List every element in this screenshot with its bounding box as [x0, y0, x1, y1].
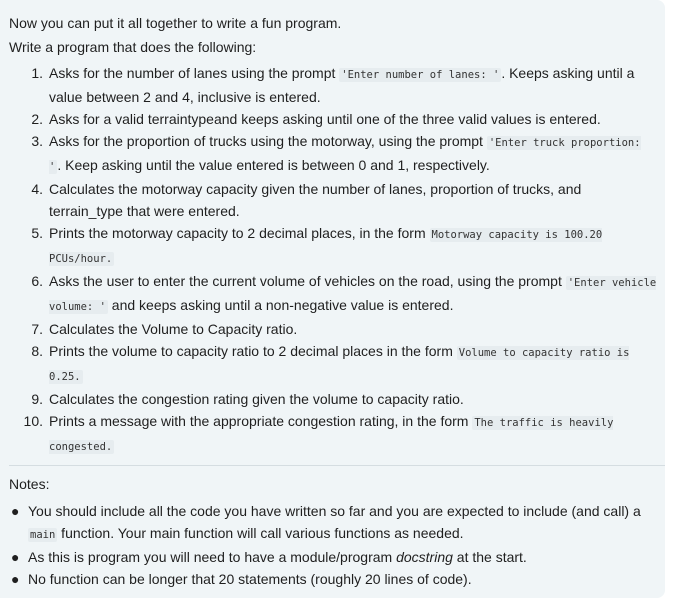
- step-item: 1. Asks for the number of lanes using the prompt 'Enter number of lanes: ' . Keeps asking until a value between 2 and 4, inclusive is entered.: [31, 65, 635, 105]
- bullet-icon: ●: [11, 571, 20, 587]
- step-item: 4. Calculates the motorway capacity given the number of lanes, proportion of trucks, and terrain_type that were entered.: [31, 181, 582, 219]
- note-item: ● You should include all the code you have written so far and you are expected to include (and call) a main function. Your main function will call various functions as needed.: [9, 500, 649, 546]
- step-item: 2. Asks for a valid terraintypeand keeps asking until one of the three valid values is entered.: [31, 111, 601, 127]
- note-item: ● As this is program you will need to have a module/program docstring at the start.: [9, 546, 649, 568]
- section-divider: [9, 465, 665, 466]
- note-item: ● No function can be longer that 20 statements (roughly 20 lines of code).: [9, 568, 649, 590]
- bullet-icon: ●: [11, 503, 20, 519]
- intro-text: Now you can put it all together to write a fun program.: [9, 15, 342, 31]
- step-item: 3. Asks for the proportion of trucks using the motorway, using the prompt 'Enter truck proportion: ' . Keep asking until the value entered is between 0 and 1, respectively.: [31, 133, 641, 173]
- step-item: 5. Prints the motorway capacity to 2 decimal places, in the form Motorway capacity is 100.20 PCUs/hour.: [31, 225, 603, 265]
- bullet-icon: ●: [11, 549, 20, 565]
- step-item: 9. Calculates the congestion rating given the volume to capacity ratio.: [31, 391, 464, 407]
- lead-text: Write a program that does the following:: [9, 39, 257, 55]
- step-item: 7. Calculates the Volume to Capacity ratio.: [31, 321, 298, 337]
- steps-list: [9, 62, 657, 458]
- step-item: 10. Prints a message with the appropriate congestion rating, in the form The traffic is heavily congested.: [23, 413, 614, 453]
- step-item: 6. Asks the user to enter the current volume of vehicles on the road, using the prompt 'Enter vehicle volume: ' and keeps asking until a non-negative value is entered.: [31, 273, 657, 313]
- step-item: 8. Prints the volume to capacity ratio to 2 decimal places in the form Volume to capacity ratio is 0.25.: [31, 343, 630, 383]
- notes-list: [9, 500, 649, 590]
- notes-heading: Notes:: [9, 476, 50, 492]
